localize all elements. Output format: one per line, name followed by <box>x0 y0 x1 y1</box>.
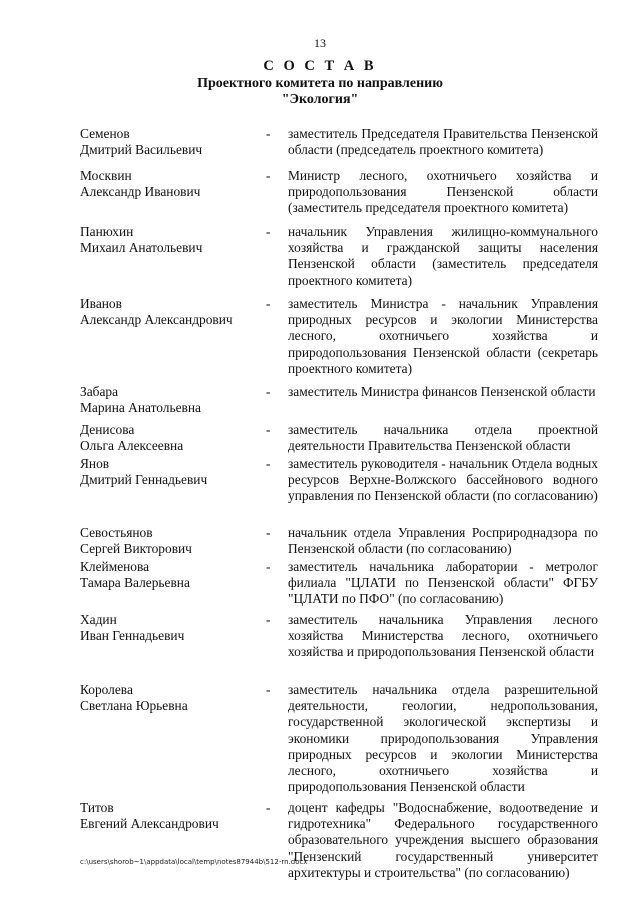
member-name <box>80 682 262 800</box>
member-row <box>80 384 600 422</box>
separator-dash: - <box>266 296 271 311</box>
document-subtitle-line-1: Проектного комитета по направлению <box>197 76 443 91</box>
member-name <box>80 126 262 168</box>
separator-dash: - <box>266 800 271 815</box>
member-first-names: Иван Геннадьевич <box>80 628 185 644</box>
member-role: заместитель начальника отдела разрешительной деятельности, геологии, недропользования, государственной экологической экспертизы и экономики природопользования Управления природных ресурсов и экологии Министерства лесного, охотничьего хозяйства и природопользования Пензенской области <box>288 682 598 795</box>
member-role: начальник Управления жилищно-коммунального хозяйства и гражданской защиты населения Пензенской области (заместитель председателя проектного комитета) <box>288 224 598 288</box>
separator-dash: - <box>266 126 271 141</box>
member-row <box>80 456 600 525</box>
member-role: заместитель Председателя Правительства Пензенской области (председатель проектного комитета) <box>288 126 598 158</box>
member-first-names: Ольга Алексеевна <box>80 438 184 454</box>
member-row <box>80 612 600 682</box>
member-last-name: Титов <box>80 800 114 815</box>
member-last-name: Москвин <box>80 168 132 183</box>
member-first-names: Александр Александрович <box>80 312 233 328</box>
member-name <box>80 224 262 296</box>
member-name <box>80 525 262 559</box>
member-row <box>80 168 600 224</box>
member-name <box>80 612 262 682</box>
separator-dash: - <box>266 525 271 540</box>
member-last-name: Семенов <box>80 126 130 141</box>
member-last-name: Хадин <box>80 612 117 627</box>
member-name <box>80 456 262 525</box>
separator-dash: - <box>266 224 271 239</box>
member-row <box>80 422 600 456</box>
member-last-name: Клейменова <box>80 559 150 574</box>
separator-dash: - <box>266 422 271 437</box>
member-first-names: Дмитрий Геннадьевич <box>80 472 208 488</box>
member-role: начальник отдела Управления Росприроднадзора по Пензенской области (по согласованию) <box>288 525 598 557</box>
member-last-name: Панюхин <box>80 224 134 239</box>
file-path-footer: c:\users\shorob~1\appdata\local\temp\notes87944b\512-rn.docx <box>80 858 308 866</box>
separator-dash: - <box>266 384 271 399</box>
member-first-names: Сергей Викторович <box>80 541 192 557</box>
separator-dash: - <box>266 682 271 697</box>
member-row <box>80 800 600 888</box>
document-subtitle-line-2: "Экология" <box>281 92 359 107</box>
member-role: заместитель начальника отдела проектной деятельности Правительства Пензенской области <box>288 422 598 454</box>
member-last-name: Иванов <box>80 296 122 311</box>
member-role: доцент кафедры "Водоснабжение, водоотведение и гидротехника" Федерального государственного образовательного учреждения высшего образования "Пензенский государственный университет архитектуры и строительства" (по согласованию) <box>288 800 598 880</box>
member-row <box>80 126 600 168</box>
member-last-name: Забара <box>80 384 119 399</box>
separator-dash: - <box>266 456 271 471</box>
member-name <box>80 422 262 456</box>
document-title: С О С Т А В <box>263 58 377 74</box>
member-name <box>80 384 262 422</box>
member-role: заместитель начальника Управления лесного хозяйства Министерства лесного, охотничьего хозяйства и природопользования Пензенской области <box>288 612 598 660</box>
member-row <box>80 296 600 384</box>
member-first-names: Евгений Александрович <box>80 816 219 832</box>
member-first-names: Тамара Валерьевна <box>80 575 190 591</box>
member-first-names: Михаил Анатольевич <box>80 240 203 256</box>
member-first-names: Светлана Юрьевна <box>80 698 188 714</box>
member-row <box>80 682 600 800</box>
member-row <box>80 559 600 612</box>
member-role: заместитель Министра - начальник Управления природных ресурсов и экологии Министерства лесного, охотничьего хозяйства и природопользования Пензенской области (секретарь проектного комитета) <box>288 296 598 376</box>
member-last-name: Денисова <box>80 422 135 437</box>
member-role: заместитель Министра финансов Пензенской области <box>288 384 596 399</box>
member-last-name: Янов <box>80 456 110 471</box>
member-name <box>80 168 262 224</box>
separator-dash: - <box>266 612 271 627</box>
separator-dash: - <box>266 559 271 574</box>
member-row <box>80 224 600 296</box>
member-last-name: Королева <box>80 682 133 697</box>
member-name <box>80 296 262 384</box>
member-role: Министр лесного, охотничьего хозяйства и природопользования Пензенской области (заместитель председателя проектного комитета) <box>288 168 598 216</box>
member-role: заместитель начальника лаборатории - метролог филиала "ЦЛАТИ по Пензенской области" ФГБУ "ЦЛАТИ по ПФО" (по согласованию) <box>288 559 598 607</box>
member-role: заместитель руководителя - начальник Отдела водных ресурсов Верхне-Волжского бассейнового водного управления по Пензенской области (по согласованию) <box>288 456 598 504</box>
member-name <box>80 559 262 612</box>
page-number: 13 <box>314 36 326 50</box>
committee-member-list <box>80 126 600 888</box>
member-first-names: Дмитрий Васильевич <box>80 142 203 158</box>
separator-dash: - <box>266 168 271 183</box>
member-row <box>80 525 600 559</box>
member-last-name: Севостьянов <box>80 525 153 540</box>
member-name <box>80 800 262 888</box>
member-first-names: Марина Анатольевна <box>80 400 201 416</box>
member-first-names: Александр Иванович <box>80 184 201 200</box>
